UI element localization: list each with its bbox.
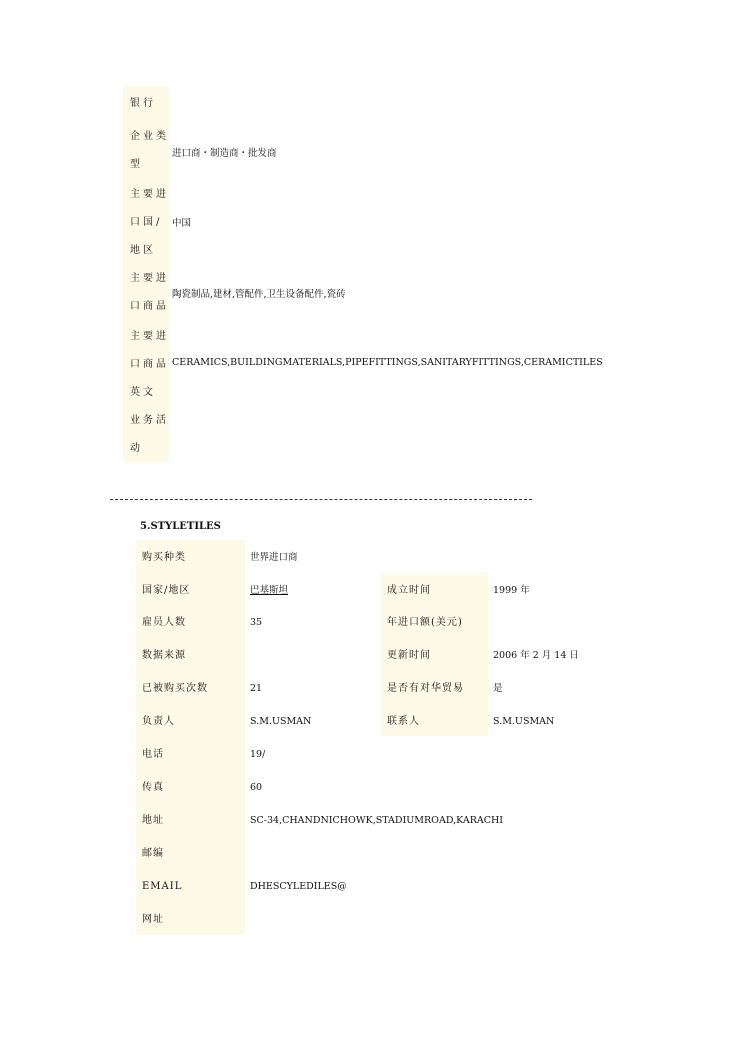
label-data-source: 数据来源 <box>142 650 186 661</box>
label-business-activity: 业务活 动 <box>130 415 169 454</box>
label-updated: 更新时间 <box>387 650 431 661</box>
label-country: 国家/地区 <box>142 585 191 596</box>
value-main-import-goods-en: CERAMICS,BUILDINGMATERIALS,PIPEFITTINGS,SANITARYFITTINGS,CERAMICTILES <box>172 357 603 368</box>
label-address: 地址 <box>142 815 164 826</box>
label-established: 成立时间 <box>387 585 431 596</box>
value-contact: S.M.USMAN <box>493 716 555 727</box>
label-website: 网址 <box>142 914 164 925</box>
value-fax: 60 <box>250 782 263 793</box>
label-times-purchased: 已被购买次数 <box>142 683 208 694</box>
label-contact: 联系人 <box>387 716 420 727</box>
label-annual-imports: 年进口额(美元) <box>387 617 463 628</box>
label-main-import-goods-en: 主要进 口商品 英文 <box>130 331 169 398</box>
value-purchase-type: 世界进口商 <box>250 552 298 563</box>
value-company-type: 进口商・制造商・批发商 <box>172 148 277 159</box>
label-email: EMAIL <box>142 881 183 892</box>
value-country-link[interactable]: 巴基斯坦 <box>250 585 289 596</box>
value-established: 1999 年 <box>493 585 530 596</box>
section2-left-label-column <box>136 540 245 935</box>
label-purchase-type: 购买种类 <box>142 552 186 563</box>
value-phone: 19/ <box>250 749 266 760</box>
label-main-import-goods: 主要进 口商品 <box>130 273 169 312</box>
label-company-type: 企业类 型 <box>130 131 169 170</box>
label-employees: 雇员人数 <box>142 617 186 628</box>
label-bank: 银行 <box>130 98 156 109</box>
label-person-in-charge: 负责人 <box>142 716 175 727</box>
value-email: DHESCYLEDILES@ <box>250 881 347 892</box>
company-heading: 5.STYLETILES <box>140 521 221 532</box>
value-times-purchased: 21 <box>250 683 263 694</box>
value-main-import-goods: 陶瓷制品,建材,管配件,卫生设备配件,瓷砖 <box>172 289 346 300</box>
value-main-import-country: 中国 <box>172 218 192 229</box>
value-updated: 2006 年 2 月 14 日 <box>493 650 579 661</box>
section-divider <box>110 499 532 500</box>
label-postcode: 邮编 <box>142 848 164 859</box>
label-main-import-country: 主要进 口国/ 地区 <box>130 189 169 256</box>
value-china-trade: 是 <box>493 683 503 694</box>
value-person-in-charge: S.M.USMAN <box>250 716 312 727</box>
label-fax: 传真 <box>142 782 164 793</box>
label-china-trade: 是否有对华贸易 <box>387 683 464 694</box>
label-phone: 电话 <box>142 749 164 760</box>
value-employees: 35 <box>250 617 263 628</box>
value-address: SC-34,CHANDNICHOWK,STADIUMROAD,KARACHI <box>250 815 504 826</box>
